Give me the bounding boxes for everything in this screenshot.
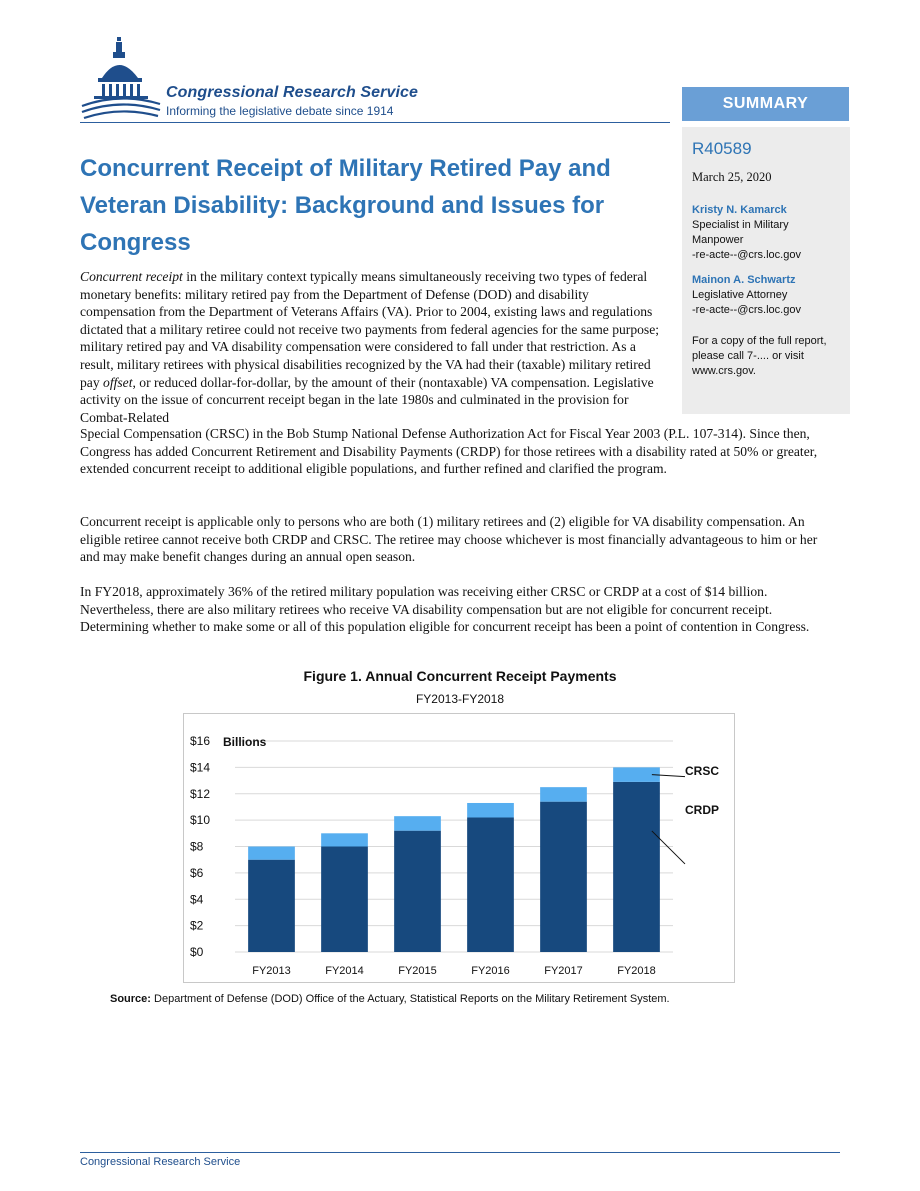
bar-crsc (540, 787, 587, 802)
summary-sidebar (682, 127, 850, 414)
y-tick-label: $4 (190, 892, 204, 907)
source-text: Department of Defense (DOD) Office of the Actuary, Statistical Reports on the Military Retirement System. (150, 993, 670, 1005)
bar-crdp (613, 782, 660, 952)
figure-subtitle: FY2013-FY2018 (415, 692, 505, 706)
y-axis-label: Billions (223, 735, 267, 749)
author-name: Kristy N. Kamarck (692, 204, 787, 216)
author-name: Mainon A. Schwartz (692, 274, 796, 286)
bar-crdp (321, 847, 368, 953)
source-label: Source: (110, 993, 151, 1005)
y-tick-label: $6 (190, 865, 204, 880)
x-tick-label: FY2013 (252, 965, 291, 977)
bar-crdp (248, 860, 295, 952)
y-tick-label: $8 (190, 839, 204, 854)
x-tick-label: FY2018 (617, 965, 656, 977)
copy-note-link[interactable]: www.crs.gov. (692, 365, 756, 377)
author-title: Specialist in Military (692, 219, 789, 231)
bar-crsc (321, 833, 368, 846)
footer-text: Congressional Research Service (80, 1156, 241, 1168)
header-divider (80, 122, 670, 123)
bar-crsc (394, 816, 441, 831)
bar-crsc (248, 847, 295, 860)
report-number: R40589 (692, 139, 752, 158)
org-tagline: Informing the legislative debate since 1914 (166, 104, 394, 118)
bar-crsc (467, 803, 514, 818)
y-tick-label: $12 (190, 786, 211, 801)
bar-crdp (394, 831, 441, 952)
copy-note-line: For a copy of the full report, (692, 335, 827, 347)
report-date: March 25, 2020 (692, 170, 772, 184)
legend-label-crdp: CRDP (685, 803, 720, 817)
copy-note (692, 334, 842, 379)
author-title: Manpower (692, 234, 744, 246)
x-tick-label: FY2016 (471, 965, 510, 977)
body-paragraph: In FY2018, approximately 36% of the retired military population was receiving either CRSC or CRDP at a cost of $14 billion. Nevertheless, there are also military retirees who receive VA disability compensation but are not eligible for concurrent receipt. Determining whether to make some or all of this population eligible for concurrent receipt has been a point of contention in Congress. (80, 584, 810, 635)
y-tick-label: $0 (190, 945, 204, 959)
bar-crdp (540, 802, 587, 952)
paragraph-text: , or reduced dollar-for-dollar, by the amount of their (nontaxable) VA compensation. Legislative activity on the issue of concurrent receipt began in the late 1980s and culminated in the provision for Combat-Related (80, 374, 654, 425)
y-tick-label: $10 (190, 813, 211, 828)
copy-note-line: please call 7-.... or visit (692, 350, 804, 362)
author-email: -re-acte--@crs.loc.gov (692, 304, 801, 316)
x-tick-label: FY2015 (398, 965, 437, 977)
org-name: Congressional Research Service (166, 84, 419, 101)
term-emphasis: Concurrent receipt (80, 269, 183, 284)
report-title: Concurrent Receipt of Military Retired Pay and Veteran Disability: Background and Issues for Congress (80, 155, 611, 256)
bar-crdp (467, 817, 514, 952)
body-paragraph: Concurrent receipt is applicable only to persons who are both (1) military retirees and (2) eligible for VA disability compensation. An eligible retiree cannot receive both CRDP and CRSC. The retiree may choose whichever is most financially advantageous to him or her and may make benefit changes during an annual open season. (80, 514, 818, 565)
footer-divider (80, 1152, 840, 1153)
author-title: Legislative Attorney (692, 289, 788, 301)
x-tick-label: FY2014 (325, 965, 364, 977)
y-tick-label: $16 (190, 734, 211, 748)
concurrent-receipt-chart (183, 713, 735, 983)
x-tick-label: FY2017 (544, 965, 583, 977)
figure-source (110, 993, 870, 1005)
summary-heading: SUMMARY (682, 87, 849, 121)
author-email: -re-acte--@crs.loc.gov (692, 249, 801, 261)
figure-title: Figure 1. Annual Concurrent Receipt Payments (303, 668, 617, 684)
body-paragraph: Special Compensation (CRSC) in the Bob Stump National Defense Authorization Act for Fiscal Year 2003 (P.L. 107-314). Since then, Congress has added Concurrent Retirement and Disability Payments (CRDP) for those retirees with a disability rated at 50% or greater, extended concurrent receipt to additional eligible populations, and further refined and clarified the program. (80, 426, 818, 477)
crs-logo (80, 34, 480, 124)
paragraph-text: in the military context typically means simultaneously receiving two types of federal monetary benefits: military retired pay from the Department of Defense (DOD) and disability compensation from the Department of Veterans Affairs (VA). Prior to 2004, existing laws and regulations dictated that a military retiree could not receive two payments from federal agencies for the same purpose; military retired pay and VA disability compensation were considered to fall under that restriction. As a result, military retirees with physical disabilities recognized by the VA had their (taxable) military retired pay (80, 269, 660, 390)
term-emphasis: offset (103, 374, 133, 390)
y-tick-label: $2 (190, 918, 204, 933)
legend-label-crsc: CRSC (685, 764, 720, 778)
body-paragraph (80, 268, 667, 426)
y-tick-label: $14 (190, 760, 211, 775)
capitol-dome-icon (80, 34, 164, 122)
